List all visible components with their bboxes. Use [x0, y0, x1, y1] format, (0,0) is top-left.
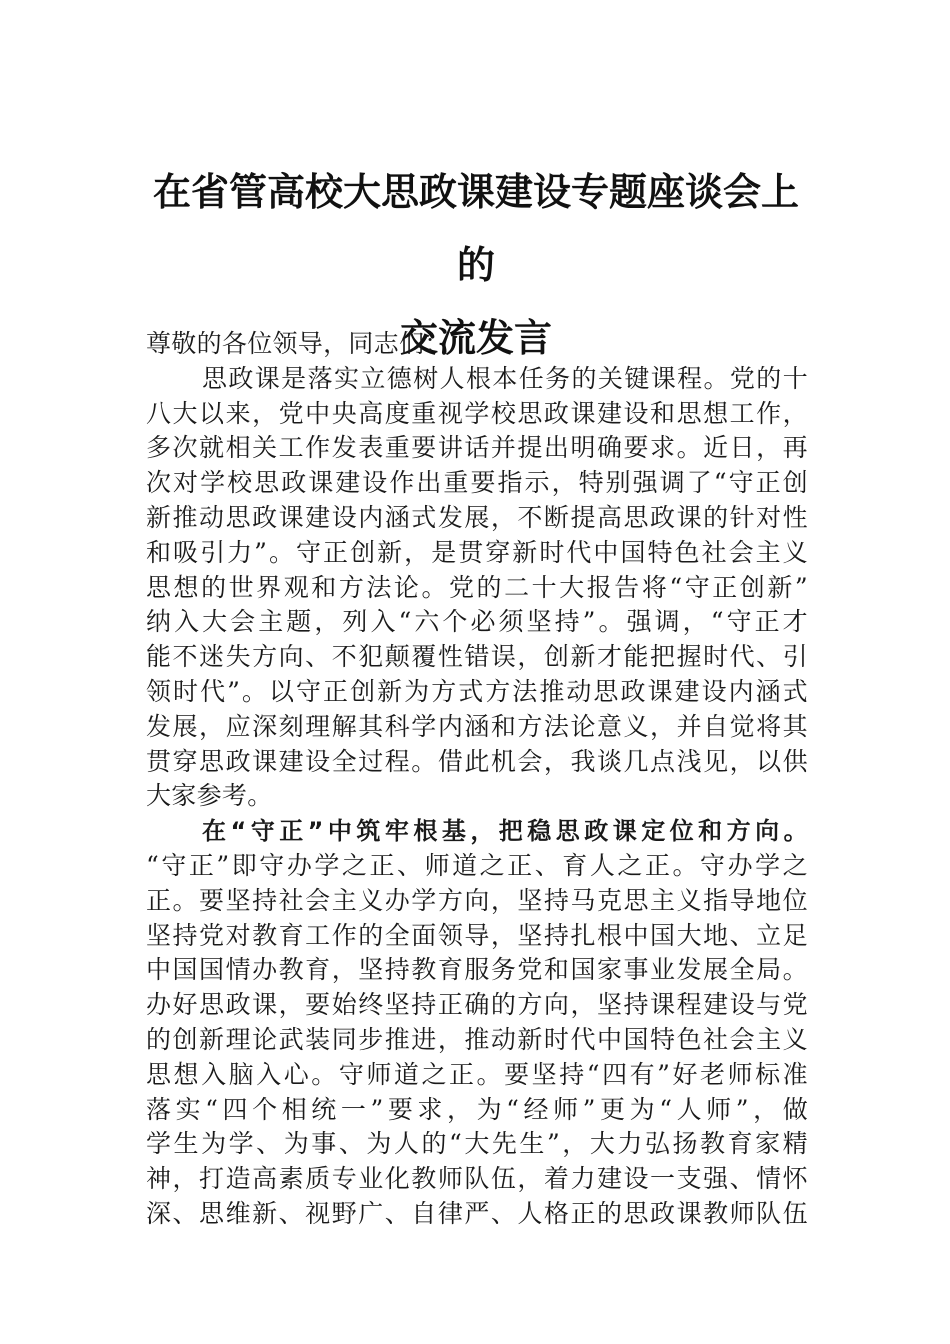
paragraph-line: 思想入脑入心。守师道之正。要坚持“四有”好老师标准: [146, 1059, 808, 1089]
paragraph-line: 中国国情办教育，坚持教育服务党和国家事业发展全局。: [146, 955, 808, 985]
paragraph-line: 正。要坚持社会主义办学方向，坚持马克思主义指导地位: [146, 885, 808, 915]
paragraph-line: 思政课是落实立德树人根本任务的关键课程。党的十: [202, 363, 808, 393]
salutation: 尊敬的各位领导，同志们：: [146, 329, 450, 358]
paragraph-line: 新推动思政课建设内涵式发展，不断提高思政课的针对性: [146, 502, 808, 532]
paragraph-line: 落实“四个相统一”要求，为“经师”更为“人师”，做: [146, 1094, 808, 1124]
paragraph-line: 坚持党对教育工作的全面领导，坚持扎根中国大地、立足: [146, 920, 808, 950]
paragraph-line: 和吸引力”。守正创新，是贯穿新时代中国特色社会主义: [146, 537, 808, 567]
paragraph-line: 纳入大会主题，列入“六个必须坚持”。强调，“守正才: [146, 607, 808, 637]
paragraph-2: [146, 849, 808, 1232]
paragraph-line: 贯穿思政课建设全过程。借此机会，我谈几点浅见，以供: [146, 746, 808, 776]
paragraph-line: 深、思维新、视野广、自律严、人格正的思政课教师队伍: [146, 1198, 808, 1228]
paragraph-line: 的创新理论武装同步推进，推动新时代中国特色社会主义: [146, 1024, 808, 1054]
title-line-1: 在省管高校大思政课建设专题座谈会上的: [152, 170, 799, 287]
paragraph-line: 领时代”。以守正创新为方式方法推动思政课建设内涵式: [146, 676, 808, 706]
paragraph-line: 学生为学、为事、为人的“大先生”，大力弘扬教育家精: [146, 1129, 808, 1159]
paragraph-1: [146, 362, 808, 814]
paragraph-line: 八大以来，党中央高度重视学校思政课建设和思想工作，: [146, 398, 808, 428]
paragraph-line: 神，打造高素质专业化教师队伍，着力建设一支强、情怀: [146, 1164, 808, 1194]
paragraph-line: 多次就相关工作发表重要讲话并提出明确要求。近日，再: [146, 433, 808, 463]
paragraph-line: 次对学校思政课建设作出重要指示，特别强调了“守正创: [146, 468, 808, 498]
paragraph-line: 发展，应深刻理解其科学内涵和方法论意义，并自觉将其: [146, 711, 808, 741]
section-heading: 在“守正”中筑牢根基，把稳思政课定位和方向。: [202, 817, 808, 846]
document-body: [146, 327, 808, 1232]
paragraph-line: 能不迷失方向、不犯颠覆性错误，创新才能把握时代、引: [146, 642, 808, 672]
paragraph-line: “守正”即守办学之正、师道之正、育人之正。守办学之: [146, 850, 808, 880]
paragraph-line: 办好思政课，要始终坚持正确的方向，坚持课程建设与党: [146, 990, 808, 1020]
title-line-2: 交流发言: [399, 316, 552, 360]
paragraph-line: 思想的世界观和方法论。党的二十大报告将“守正创新”: [146, 572, 808, 602]
paragraph-line: 大家参考。: [146, 781, 273, 811]
